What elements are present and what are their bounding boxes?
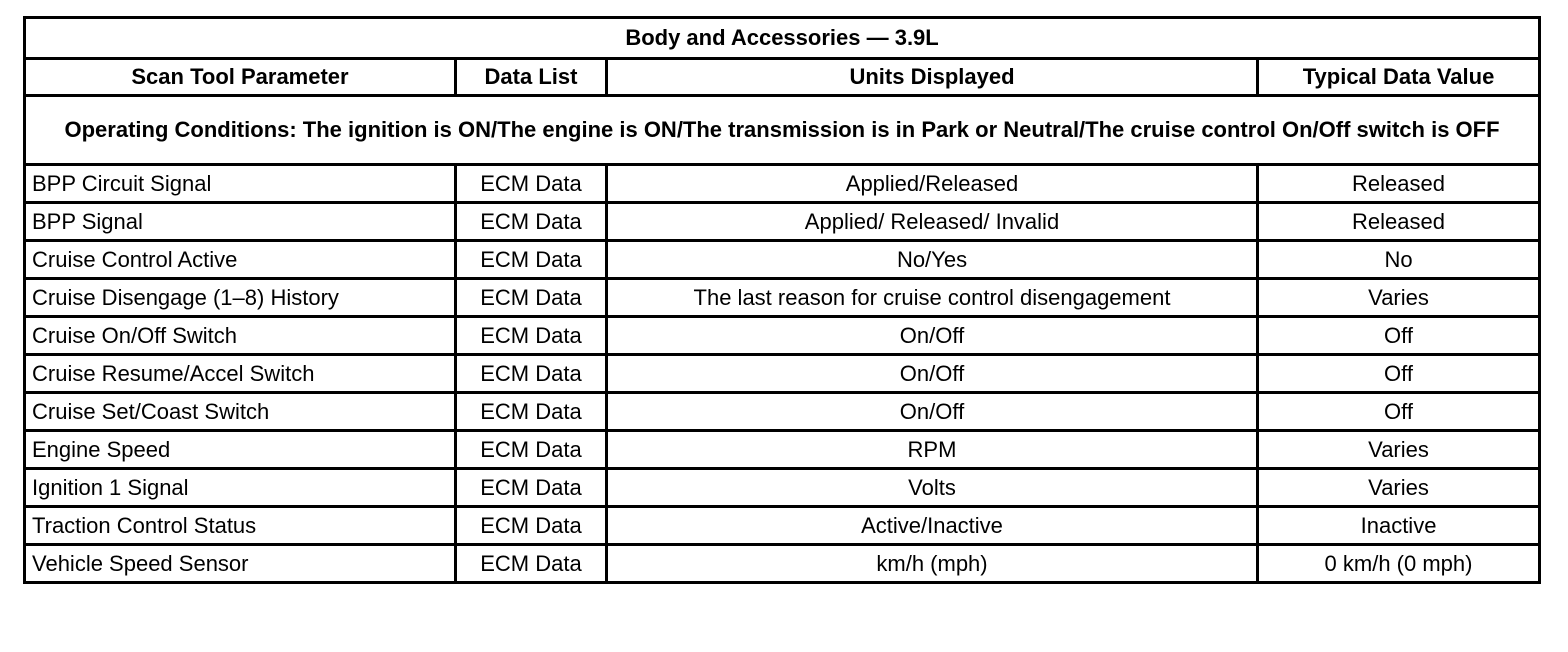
header-data-list: Data List bbox=[456, 59, 607, 96]
table-row bbox=[25, 203, 1540, 241]
units-displayed-cell: On/Off bbox=[607, 393, 1258, 431]
table-row bbox=[25, 355, 1540, 393]
table-row bbox=[25, 507, 1540, 545]
units-displayed-cell: Active/Inactive bbox=[607, 507, 1258, 545]
table-row bbox=[25, 431, 1540, 469]
units-displayed-cell: Volts bbox=[607, 469, 1258, 507]
parameter-cell: Cruise On/Off Switch bbox=[25, 317, 456, 355]
table-row bbox=[25, 241, 1540, 279]
typical-value-cell: Varies bbox=[1258, 431, 1540, 469]
units-displayed-cell: RPM bbox=[607, 431, 1258, 469]
data-list-cell: ECM Data bbox=[456, 545, 607, 583]
parameter-cell: Ignition 1 Signal bbox=[25, 469, 456, 507]
table-row bbox=[25, 545, 1540, 583]
units-displayed-cell: The last reason for cruise control disengagement bbox=[607, 279, 1258, 317]
typical-value-cell: Off bbox=[1258, 393, 1540, 431]
data-list-cell: ECM Data bbox=[456, 165, 607, 203]
parameter-cell: Traction Control Status bbox=[25, 507, 456, 545]
typical-value-cell: Inactive bbox=[1258, 507, 1540, 545]
units-displayed-cell: On/Off bbox=[607, 355, 1258, 393]
units-displayed-cell: No/Yes bbox=[607, 241, 1258, 279]
data-list-cell: ECM Data bbox=[456, 507, 607, 545]
operating-conditions: Operating Conditions: The ignition is ON/The engine is ON/The transmission is in Park or Neutral/The cruise control On/Off switch is OFF bbox=[25, 96, 1540, 165]
units-displayed-cell: Applied/ Released/ Invalid bbox=[607, 203, 1258, 241]
typical-value-cell: Varies bbox=[1258, 469, 1540, 507]
typical-value-cell: Released bbox=[1258, 165, 1540, 203]
parameter-cell: Cruise Set/Coast Switch bbox=[25, 393, 456, 431]
parameter-cell: Cruise Resume/Accel Switch bbox=[25, 355, 456, 393]
parameter-cell: BPP Signal bbox=[25, 203, 456, 241]
header-units-displayed: Units Displayed bbox=[607, 59, 1258, 96]
title-row bbox=[25, 18, 1540, 59]
table-row bbox=[25, 393, 1540, 431]
table-row bbox=[25, 469, 1540, 507]
typical-value-cell: 0 km/h (0 mph) bbox=[1258, 545, 1540, 583]
table-row bbox=[25, 317, 1540, 355]
table-row bbox=[25, 279, 1540, 317]
table-row bbox=[25, 165, 1540, 203]
units-displayed-cell: km/h (mph) bbox=[607, 545, 1258, 583]
parameter-cell: Cruise Disengage (1–8) History bbox=[25, 279, 456, 317]
header-scan-tool-parameter: Scan Tool Parameter bbox=[25, 59, 456, 96]
data-list-cell: ECM Data bbox=[456, 203, 607, 241]
typical-value-cell: Off bbox=[1258, 355, 1540, 393]
table-title: Body and Accessories — 3.9L bbox=[25, 18, 1540, 59]
data-list-cell: ECM Data bbox=[456, 393, 607, 431]
parameter-cell: Vehicle Speed Sensor bbox=[25, 545, 456, 583]
header-typical-data-value: Typical Data Value bbox=[1258, 59, 1540, 96]
data-list-cell: ECM Data bbox=[456, 241, 607, 279]
data-list-cell: ECM Data bbox=[456, 317, 607, 355]
parameter-cell: Cruise Control Active bbox=[25, 241, 456, 279]
typical-value-cell: No bbox=[1258, 241, 1540, 279]
data-list-cell: ECM Data bbox=[456, 469, 607, 507]
conditions-row bbox=[25, 96, 1540, 165]
data-list-cell: ECM Data bbox=[456, 431, 607, 469]
typical-value-cell: Released bbox=[1258, 203, 1540, 241]
data-list-cell: ECM Data bbox=[456, 355, 607, 393]
typical-value-cell: Varies bbox=[1258, 279, 1540, 317]
units-displayed-cell: Applied/Released bbox=[607, 165, 1258, 203]
data-list-cell: ECM Data bbox=[456, 279, 607, 317]
parameter-cell: Engine Speed bbox=[25, 431, 456, 469]
units-displayed-cell: On/Off bbox=[607, 317, 1258, 355]
table-body bbox=[25, 165, 1540, 583]
data-table bbox=[23, 16, 1541, 584]
typical-value-cell: Off bbox=[1258, 317, 1540, 355]
parameter-cell: BPP Circuit Signal bbox=[25, 165, 456, 203]
header-row bbox=[25, 59, 1540, 96]
